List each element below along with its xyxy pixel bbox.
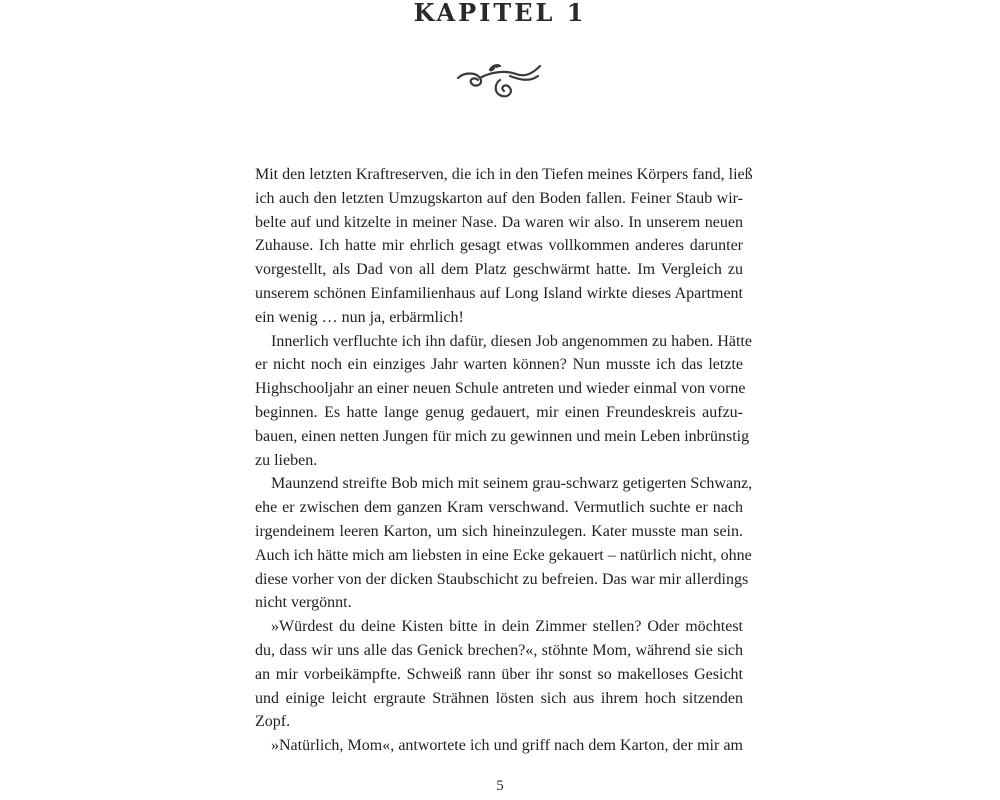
text-line: nicht vergönnt. [255, 594, 352, 612]
text-line: bauen, einen netten Jungen für mich zu gewinnen und mein Leben inbrünstig [255, 427, 750, 445]
text-line: beginnen. Es hatte lange genug gedauert, mir einen Freundeskreis aufzu- [255, 403, 743, 421]
text-line: Mit den letzten Kraftreserven, die ich in den Tiefen meines Körpers fand, ließ [255, 166, 753, 183]
text-line: vorgestellt, als Dad von all dem Platz geschwärmt hatte. Im Vergleich zu [255, 261, 743, 279]
text-line: du, dass wir uns alle das Genick brechen?«, stöhnte Mom, während sie sich [255, 641, 743, 659]
chapter-title: KAPITEL 1 [413, 0, 587, 27]
text-line: irgendeinem leeren Karton, um sich hineinzulegen. Kater musste man sein. [255, 522, 743, 540]
text-line: Innerlich verfluchte ich ihn dafür, diesen Job angenommen zu haben. Hätte [271, 332, 752, 350]
text-line: ich auch den letzten Umzugskarton auf den Boden fallen. Feiner Staub wir- [255, 189, 743, 207]
text-line: Zopf. [255, 713, 291, 731]
text-line: und einige leicht ergraute Strähnen lösten sich aus ihrem hoch sitzenden [255, 689, 743, 707]
text-line: an mir vorbeikämpfte. Schweiß rann über ihr sonst so makelloses Gesicht [255, 665, 743, 683]
body-text [255, 163, 753, 758]
text-line: »Natürlich, Mom«, antwortete ich und griff nach dem Karton, der mir am [271, 737, 743, 755]
text-line: ein wenig … nun ja, erbärmlich! [255, 308, 464, 326]
text-line: Highschooljahr an einer neuen Schule antreten und wieder einmal von vorne [255, 380, 746, 398]
text-line: zu lieben. [255, 451, 318, 469]
text-line: Auch ich hätte mich am liebsten in eine Ecke gekauert – natürlich nicht, ohne [255, 546, 752, 564]
flourish-ornament-icon [450, 58, 550, 106]
text-line: er nicht noch ein einziges Jahr warten können? Nun musste ich das letzte [255, 356, 743, 374]
text-line: Zuhause. Ich hatte mir ehrlich gesagt etwas vollkommen anderes darunter [255, 237, 743, 255]
text-line: ehe er zwischen dem ganzen Kram verschwand. Vermutlich suchte er nach [255, 499, 743, 517]
text-line: Maunzend streifte Bob mich mit seinem grau-schwarz getigerten Schwanz, [271, 475, 753, 493]
text-line: unserem schönen Einfamilienhaus auf Long Island wirkte dieses Apartment [255, 284, 743, 302]
text-line: »Würdest du deine Kisten bitte in dein Zimmer stellen? Oder möchtest [271, 618, 743, 636]
text-line: belte auf und kitzelte in meiner Nase. Da waren wir also. In unserem neuen [255, 213, 743, 231]
text-line: diese vorher von der dicken Staubschicht zu befreien. Das war mir allerdings [255, 570, 749, 588]
page-number: 5 [496, 778, 504, 794]
